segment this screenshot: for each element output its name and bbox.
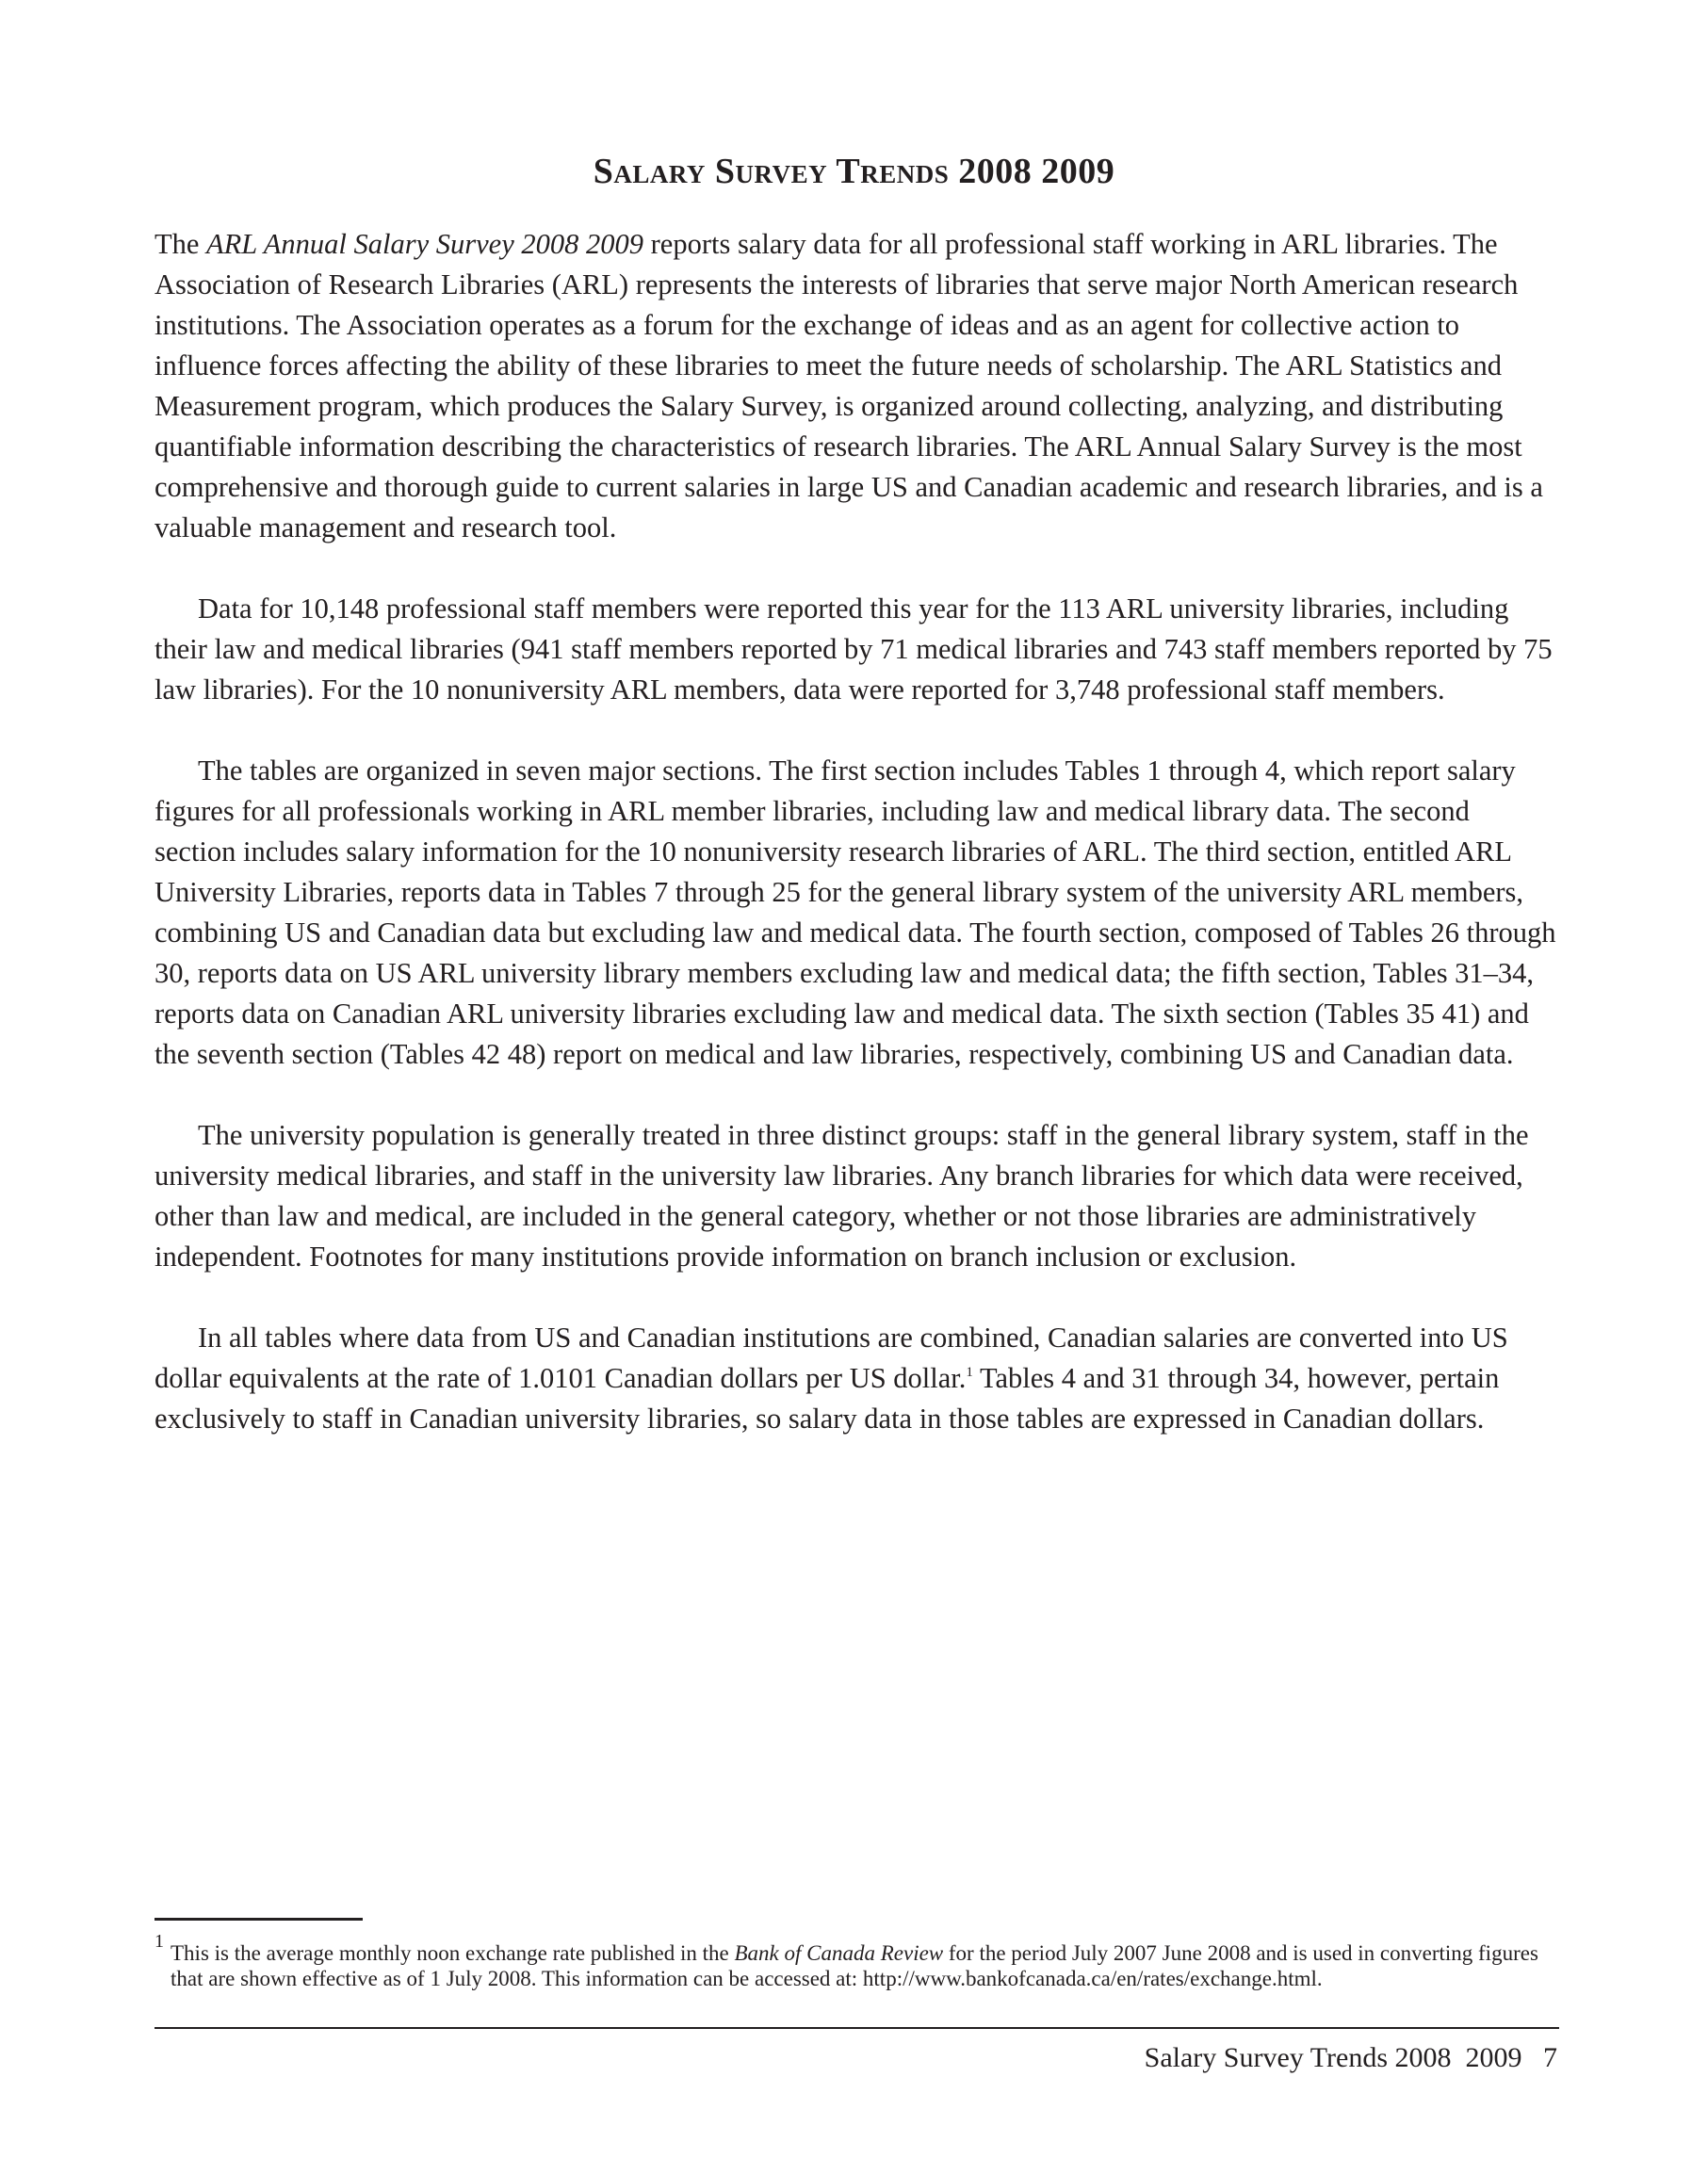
footnote-text bbox=[155, 1940, 1556, 1991]
paragraph-data-counts: Data for 10,148 professional staff members were reported this year for the 113 ARL university libraries, including their law and medical libraries (941 staff members reported by 71 medical libraries and 743 staff members reported by 75 law libraries). For the 10 nonuniversity ARL members, data were reported for 3,748 professional staff members. bbox=[155, 592, 1553, 706]
footnote-separator bbox=[155, 1918, 363, 1921]
body-text bbox=[155, 224, 1556, 1480]
footnote-lead: This is the average monthly noon exchange rate published in the bbox=[171, 1941, 735, 1965]
footnote-publication-italic: Bank of Canada Review bbox=[734, 1941, 944, 1965]
paragraph-intro bbox=[155, 224, 1556, 548]
footer-gap bbox=[1522, 2042, 1544, 2073]
footnote-mark: 1 bbox=[155, 1931, 164, 1952]
survey-title-italic: ARL Annual Salary Survey 2008 2009 bbox=[206, 228, 644, 260]
paragraph-currency-after: Tables 4 and 31 through 34, however, pertain exclusively to staff in Canadian university libraries, so salary data in those tables are expressed in Canadian dollars. bbox=[155, 1362, 1500, 1435]
paragraph-intro-rest: reports salary data for all professional staff working in ARL libraries. The Association of Research Libraries (ARL) represents the interests of libraries that serve major North American research institutions. The Association operates as a forum for the exchange of ideas and as an agent for collective action to influence forces affecting the ability of these libraries to meet the future needs of scholarship. The ARL Statistics and Measurement program, which produces the Salary Survey, is organized around collecting, analyzing, and distributing quantifiable information describing the characteristics of research libraries. The ARL Annual Salary Survey is the most comprehensive and thorough guide to current salaries in large US and Canadian academic and research libraries, and is a valuable management and research tool. bbox=[155, 228, 1543, 544]
paragraph-table-sections: The tables are organized in seven major sections. The first section includes Tables 1 through 4, which report salary figures for all professionals working in ARL member libraries, including law and medical library data. The second section includes salary information for the 10 nonuniversity research libraries of ARL. The third section, entitled ARL University Libraries, reports data in Tables 7 through 25 for the general library system of the university ARL members, combining US and Canadian data but excluding law and medical data. The fourth section, composed of Tables 26 through 30, reports data on US ARL university library members excluding law and medical data; the fifth section, Tables 31–34, reports data on Canadian ARL university libraries excluding law and medical data. The sixth section (Tables 35 41) and the seventh section (Tables 42 48) report on medical and law libraries, respectively, combining US and Canadian data. bbox=[155, 754, 1556, 1070]
page-number: 7 bbox=[1543, 2042, 1557, 2073]
footer-separator bbox=[155, 2027, 1559, 2029]
footer-running-title: Salary Survey Trends 2008 2009 bbox=[1144, 2042, 1522, 2073]
page-title: Salary Survey Trends 2008 2009 bbox=[593, 152, 1115, 191]
paragraph-intro-lead: The bbox=[155, 228, 207, 260]
page-footer bbox=[1145, 2041, 1557, 2075]
paragraph-university-population: The university population is generally treated in three distinct groups: staff in the general library system, staff in the university medical libraries, and staff in the university law libraries. Any branch libraries for which data were received, other than law and medical, are included in the general category, whether or not those libraries are administratively independent. Footnotes for many institutions provide information on branch inclusion or exclusion. bbox=[155, 1119, 1529, 1273]
footnote-reference[interactable]: 1 bbox=[966, 1365, 973, 1380]
paragraph-currency-before: In all tables where data from US and Canadian institutions are combined, Canadian salaries are converted into US dollar equivalents at the rate of 1.0101 Canadian dollars per US dollar. bbox=[155, 1322, 1508, 1394]
footnote bbox=[155, 1931, 1556, 1991]
footnote-rest: for the period July 2007 June 2008 and is used in converting figures that are shown effective as of 1 July 2008. This information can be accessed at: http://www.bankofcanada.ca/en/rates/exchange.html. bbox=[171, 1941, 1538, 1990]
paragraph-currency-conversion bbox=[155, 1318, 1556, 1439]
